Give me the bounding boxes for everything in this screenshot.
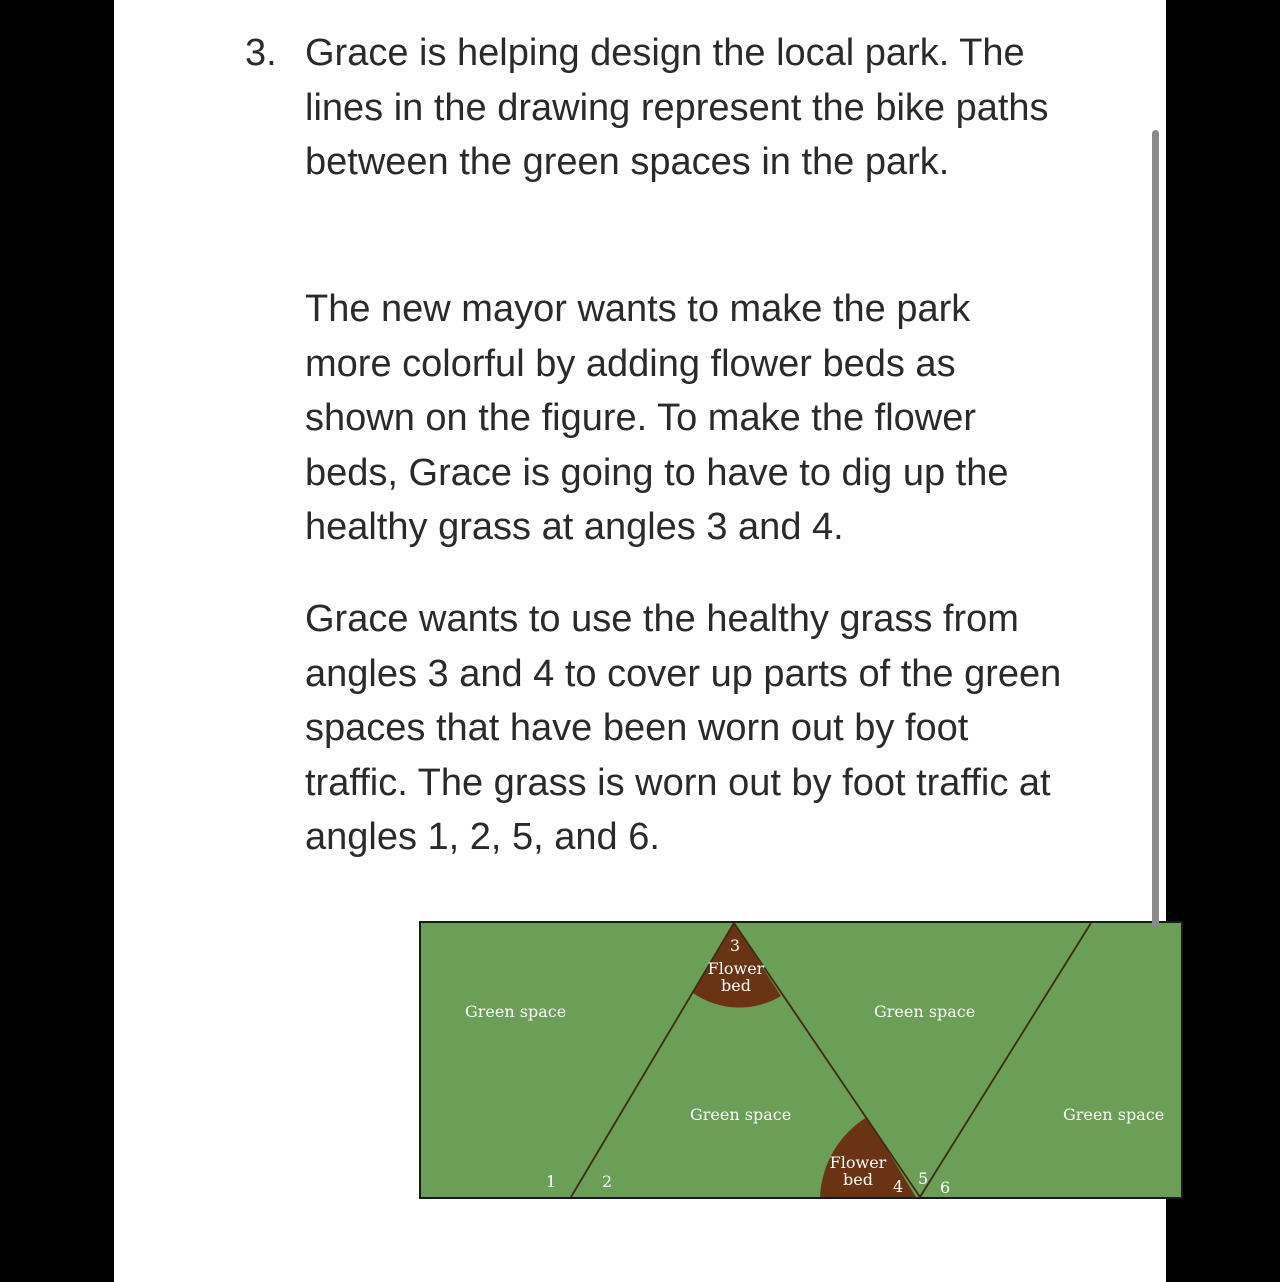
label-green-space-right: Green space — [1063, 1105, 1165, 1124]
angle-label-4: 4 — [893, 1177, 904, 1196]
question-paragraph-1: Grace is helping design the local park. The lines in the drawing represent the bike paths between the green spaces in the park. — [305, 32, 1049, 183]
document-page — [114, 0, 1166, 1282]
angle-label-2: 2 — [602, 1172, 613, 1191]
question-number: 3. — [245, 32, 277, 74]
angle-label-3: 3 — [729, 936, 741, 955]
label-green-space-top-right: Green space — [874, 1002, 976, 1021]
question-paragraph-3: Grace wants to use the healthy grass from angles 3 and 4 to cover up parts of the green spaces that have been worn out by foot traffic. The grass is worn out by foot traffic at angles 1, 2, 5, and 6. — [305, 598, 1062, 858]
question-paragraph-2: The new mayor wants to make the park more colorful by adding flower beds as shown on the figure. To make the flower beds, Grace is going to have to dig up the healthy grass at angles 3 and 4. — [305, 288, 1009, 548]
angle-label-1: 1 — [546, 1172, 557, 1191]
angle-label-5: 5 — [918, 1169, 929, 1188]
label-flower-bed-bottom-line2: bed — [843, 1170, 873, 1189]
park-diagram — [419, 921, 1184, 1200]
park-background — [420, 922, 1182, 1198]
label-flower-bed-top-line2: bed — [721, 976, 751, 995]
label-green-space-center: Green space — [690, 1105, 792, 1124]
vertical-scrollbar[interactable] — [1152, 130, 1159, 928]
label-flower-bed-bottom-line1: Flower — [829, 1153, 887, 1172]
angle-label-6: 6 — [940, 1178, 951, 1197]
label-green-space-left: Green space — [465, 1002, 567, 1021]
park-figure — [419, 921, 1184, 1200]
label-flower-bed-top-line1: Flower — [707, 959, 765, 978]
